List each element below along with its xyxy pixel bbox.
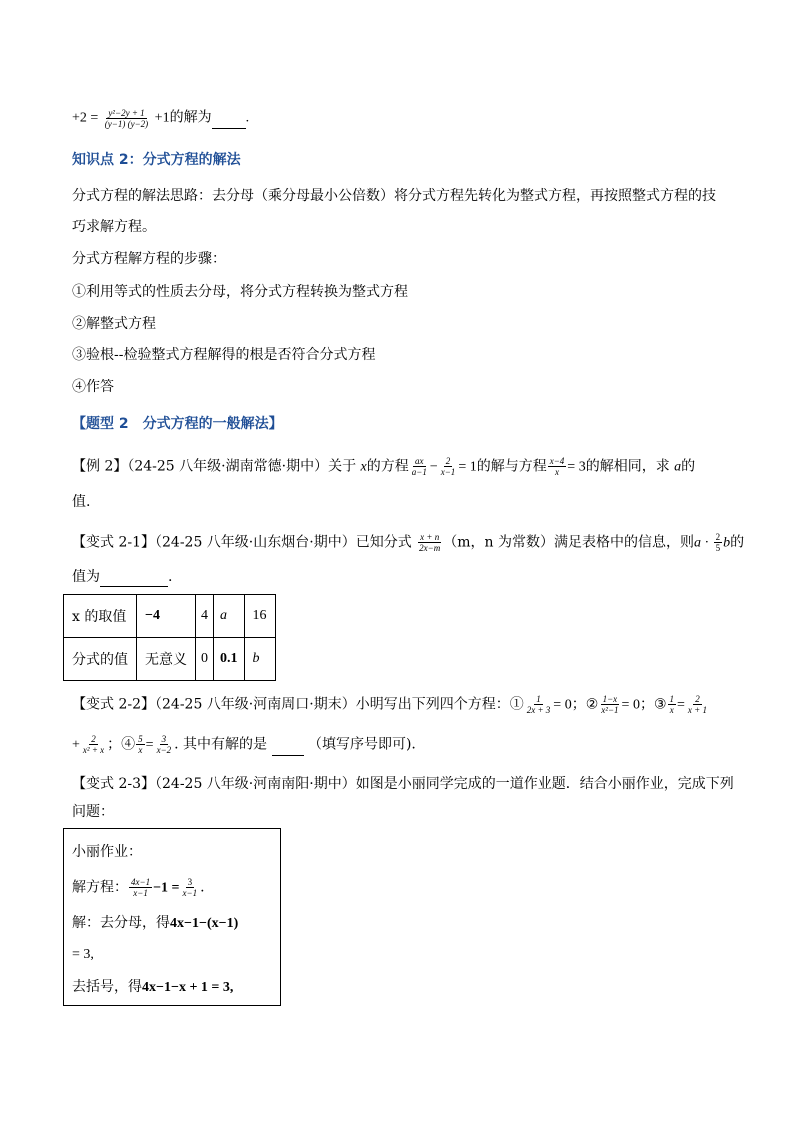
fraction: $\frac{2}{\text{x² + x}}$ bbox=[82, 734, 105, 755]
homework-step1b: = 3, bbox=[72, 947, 94, 962]
step-item: ①利用等式的性质去分母，将分式方程转换为整式方程 bbox=[72, 284, 408, 300]
variant-2-2-line1: 【变式 2-2】（24-25 八年级·河南周口·期末）小明写出下列四个方程：① $\frac{1}{2x + 3}$ = 0；② $\frac{1-x}{\text{x²−1}}$ = 0；③ $\frac{1}{x}$ = $\frac{2}{x + 1}$ bbox=[72, 694, 707, 715]
steps-title: 分式方程解方程的步骤： bbox=[72, 251, 226, 267]
step-item: ③验根--检验整式方程解得的根是否符合分式方程 bbox=[72, 347, 376, 363]
table-cell: 16 bbox=[244, 595, 275, 638]
example-2-line2: 值. bbox=[72, 494, 91, 510]
homework-title: 小丽作业： bbox=[72, 844, 142, 860]
fraction: $\frac{2}{x-1}$ bbox=[440, 456, 456, 477]
paragraph-idea-1: 分式方程的解法思路：去分母（乘分母最小公倍数）将分式方程先转化为整式方程，再按照整式方程的技 bbox=[72, 188, 716, 204]
homework-step2: 去括号，得4x−1−x + 1 = 3, bbox=[72, 979, 234, 995]
paragraph-idea-2: 巧求解方程。 bbox=[72, 219, 156, 235]
table-cell: −4 bbox=[137, 595, 196, 638]
variant-2-1-line2: 值为 . bbox=[72, 569, 173, 585]
fraction: $\frac{x-4}{x}$ bbox=[549, 456, 565, 477]
table-cell: 分式的值 bbox=[64, 638, 137, 681]
table-cell: 0.1 bbox=[214, 638, 245, 681]
section-title-type2: 【题型 2 分式方程的一般解法】 bbox=[72, 416, 283, 432]
fraction: $\frac{4x-1}{x-1}$ bbox=[131, 877, 151, 898]
table-row bbox=[64, 595, 276, 638]
fraction: $\frac{3}{x-1}$ bbox=[182, 877, 198, 898]
eq-fraction: $\frac{\text{y²−2y + 1}}{(y-1) (y-2)}$ bbox=[104, 108, 149, 129]
homework-step1: 解：去分母，得4x−1−(x−1) bbox=[72, 915, 239, 931]
fraction: $\frac{x + n}{2x-m}$ bbox=[419, 532, 441, 553]
variant-2-2-line2: + $\frac{2}{\text{x² + x}}$ ；④ $\frac{5}{x}$ = $\frac{3}{x-2}$ . 其中有解的是 （填写序号即可). bbox=[72, 734, 416, 755]
table-row bbox=[64, 638, 276, 681]
table-cell: x 的取值 bbox=[64, 595, 137, 638]
eq-suffix: +1的解为 bbox=[154, 110, 212, 126]
top-equation: +2 = $\frac{\text{y²−2y + 1}}{(y-1) (y-2)}$ +1的解为 . bbox=[72, 108, 250, 129]
fraction: $\frac{3}{x-2}$ bbox=[156, 734, 172, 755]
answer-blank[interactable] bbox=[272, 741, 304, 756]
variant-2-1-line1: 【变式 2-1】（24-25 八年级·山东烟台·期中）已知分式 $\frac{x + n}{2x-m}$ （m，n 为常数）满足表格中的信息，则a · $\frac{2}{5}$ b的 bbox=[72, 532, 745, 553]
step-item: ②解整式方程 bbox=[72, 316, 156, 332]
example-2-line1: 【例 2】（24-25 八年级·湖南常德·期中）关于 x的方程 $\frac{ax}{a-1}$ − $\frac{2}{x-1}$ = 1的解与方程 $\frac{x-4}{x}$ = 3的解相同，求 a的 bbox=[72, 456, 696, 477]
fraction: $\frac{1-x}{\text{x²−1}}$ bbox=[601, 694, 619, 715]
homework-equation: 解方程： $\frac{4x-1}{x-1}$ −1 = $\frac{3}{x-1}$ . bbox=[72, 877, 205, 898]
fraction: $\frac{1}{2x + 3}$ bbox=[526, 694, 551, 715]
step-item: ④作答 bbox=[72, 379, 114, 395]
table-cell: b bbox=[244, 638, 275, 681]
section-title-kp2: 知识点 2：分式方程的解法 bbox=[72, 152, 241, 168]
values-table bbox=[63, 594, 276, 681]
fraction: $\frac{2}{5}$ bbox=[715, 532, 721, 553]
homework-box bbox=[63, 828, 281, 1006]
fraction: $\frac{5}{x}$ bbox=[138, 734, 143, 755]
table-cell: a bbox=[214, 595, 245, 638]
table-cell: 4 bbox=[196, 595, 214, 638]
table-cell: 无意义 bbox=[137, 638, 196, 681]
variant-2-3-line2: 问题： bbox=[72, 804, 114, 820]
table-cell: 0 bbox=[196, 638, 214, 681]
fraction: $\frac{ax}{a-1}$ bbox=[411, 456, 427, 477]
fraction: $\frac{2}{x + 1}$ bbox=[687, 694, 707, 715]
eq-prefix: +2 = bbox=[72, 110, 99, 126]
answer-blank[interactable] bbox=[100, 572, 168, 587]
answer-blank[interactable] bbox=[212, 114, 246, 129]
variant-2-3-line1: 【变式 2-3】（24-25 八年级·河南南阳·期中）如图是小丽同学完成的一道作业题．结合小丽作业，完成下列 bbox=[72, 776, 734, 792]
fraction: $\frac{1}{x}$ bbox=[669, 694, 675, 715]
